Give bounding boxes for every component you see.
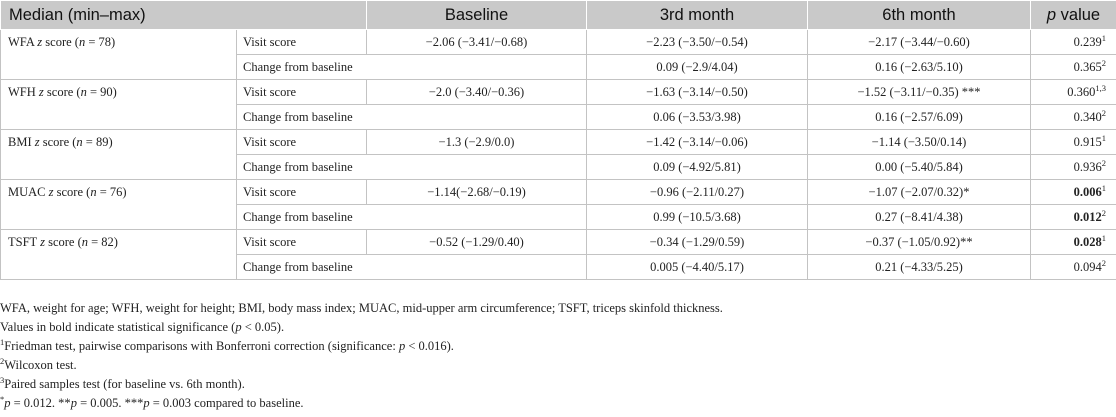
- measure-name: WFA: [8, 35, 38, 49]
- cell-p-value: [1031, 180, 1116, 205]
- row-type-visit: Visit score: [237, 180, 367, 205]
- p-value-footnote: 1: [1101, 132, 1106, 143]
- row-type-change: Change from baseline: [237, 55, 587, 80]
- measure-label: [1, 130, 237, 180]
- cell-3rd-month: −2.23 (−3.50/−0.54): [587, 30, 808, 55]
- cell-6th-month: 0.00 (−5.40/5.84): [808, 155, 1031, 180]
- footnote-sig-p1: p: [4, 396, 11, 410]
- table-body: [1, 30, 1116, 280]
- cell-6th-month: −1.14 (−3.50/0.14): [808, 130, 1031, 155]
- measure-name: WFH: [8, 85, 39, 99]
- measure-score: score (: [44, 235, 82, 249]
- measure-z: z: [40, 235, 45, 249]
- cell-p-value: [1031, 130, 1116, 155]
- p-value-footnote: 1: [1101, 32, 1106, 43]
- row-type-change: Change from baseline: [237, 205, 587, 230]
- cell-baseline: −2.0 (−3.40/−0.36): [367, 80, 587, 105]
- row-type-change: Change from baseline: [237, 105, 587, 130]
- header-p-italic: p: [1046, 5, 1057, 24]
- cell-6th-month: −0.37 (−1.05/0.92)**: [808, 230, 1031, 255]
- footnote-1-text: Friedman test, pairwise comparisons with Bonferroni correction (significance:: [4, 339, 399, 353]
- cell-3rd-month: 0.09 (−2.9/4.04): [587, 55, 808, 80]
- footnotes: [0, 299, 1110, 413]
- cell-3rd-month: −0.34 (−1.29/0.59): [587, 230, 808, 255]
- footnote-1: [0, 337, 1110, 356]
- table-row-visit: [1, 230, 1116, 255]
- measure-name: TSFT: [8, 235, 41, 249]
- footnote-3: [0, 375, 1110, 394]
- cell-baseline: −2.06 (−3.41/−0.68): [367, 30, 587, 55]
- footnote-sig-t3: = 0.003 compared to baseline.: [149, 396, 304, 410]
- table-row-visit: [1, 130, 1116, 155]
- p-value-number: 0.239: [1073, 34, 1102, 49]
- measure-score: score (: [39, 135, 77, 149]
- row-type-change: Change from baseline: [237, 155, 587, 180]
- measure-name: BMI: [8, 135, 35, 149]
- cell-p-value: [1031, 80, 1116, 105]
- cell-3rd-month: 0.06 (−3.53/3.98): [587, 105, 808, 130]
- footnote-2-text: Wilcoxon test.: [4, 358, 77, 372]
- row-type-visit: Visit score: [237, 230, 367, 255]
- footnote-sig-p3: p: [143, 396, 150, 410]
- measure-z: z: [48, 185, 54, 199]
- footnote-bold-p: p: [235, 320, 242, 334]
- header-3rd-month: 3rd month: [587, 1, 808, 30]
- header-measure: Median (min–max): [1, 1, 367, 30]
- measure-label: [1, 180, 237, 230]
- p-value-number: 0.360: [1067, 84, 1096, 99]
- footnote-1-p: p: [398, 339, 406, 353]
- measure-name: MUAC: [8, 185, 49, 199]
- measure-z: z: [38, 85, 44, 99]
- cell-p-value: [1031, 30, 1116, 55]
- p-value-footnote: 2: [1101, 107, 1106, 118]
- cell-6th-month: −2.17 (−3.44/−0.60): [808, 30, 1031, 55]
- p-value-footnote: 1: [1101, 182, 1106, 193]
- p-value-footnote: 2: [1101, 257, 1106, 268]
- measure-score: score (: [53, 185, 91, 199]
- cell-3rd-month: −1.63 (−3.14/−0.50): [587, 80, 808, 105]
- cell-3rd-month: 0.09 (−4.92/5.81): [587, 155, 808, 180]
- cell-6th-month: 0.21 (−4.33/5.25): [808, 255, 1031, 280]
- row-type-change: Change from baseline: [237, 255, 587, 280]
- p-value-number: 0.340: [1073, 109, 1102, 124]
- p-value-footnote: 2: [1101, 57, 1106, 68]
- cell-baseline: −0.52 (−1.29/0.40): [367, 230, 587, 255]
- table-header: [1, 1, 1116, 30]
- row-type-visit: Visit score: [237, 80, 367, 105]
- table-row-visit: [1, 30, 1116, 55]
- cell-6th-month: −1.07 (−2.07/0.32)*: [808, 180, 1031, 205]
- cell-3rd-month: −1.42 (−3.14/−0.06): [587, 130, 808, 155]
- footnote-sig-t1: = 0.012. **: [10, 396, 71, 410]
- p-value-number: 0.028: [1073, 234, 1102, 249]
- measure-n: n: [76, 135, 83, 149]
- cell-6th-month: 0.16 (−2.57/6.09): [808, 105, 1031, 130]
- p-value-number: 0.094: [1073, 259, 1102, 274]
- header-baseline: Baseline: [367, 1, 587, 30]
- measure-count: = 78): [85, 35, 116, 49]
- footnote-sig-p2: p: [70, 396, 77, 410]
- measure-score: score (: [43, 85, 81, 99]
- measure-n: n: [78, 35, 86, 49]
- footnote-3-marker: 3: [0, 374, 5, 385]
- header-p-rest: value: [1056, 5, 1101, 24]
- footnote-sig-t2: = 0.005. ***: [76, 396, 144, 410]
- footnote-abbreviations: WFA, weight for age; WFH, weight for height; BMI, body mass index; MUAC, mid-upper arm circumference; TSFT, triceps skinfold thickness.: [0, 301, 723, 315]
- footnote-1-marker: 1: [0, 336, 5, 347]
- footnote-2-marker: 2: [0, 355, 5, 366]
- row-type-visit: Visit score: [237, 30, 367, 55]
- table-row-visit: [1, 80, 1116, 105]
- header-row: [1, 1, 1116, 30]
- measure-count: = 82): [88, 235, 118, 249]
- cell-p-value: [1031, 205, 1116, 230]
- cell-3rd-month: −0.96 (−2.11/0.27): [587, 180, 808, 205]
- measure-count: = 89): [82, 135, 113, 149]
- cell-baseline: −1.14(−2.68/−0.19): [367, 180, 587, 205]
- measure-z: z: [37, 35, 43, 49]
- p-value-number: 0.936: [1073, 159, 1102, 174]
- p-value-footnote: 1,3: [1095, 82, 1106, 93]
- p-value-footnote: 2: [1101, 207, 1106, 218]
- measure-label: [1, 230, 237, 280]
- p-value-footnote: 1: [1101, 232, 1106, 243]
- cell-p-value: [1031, 255, 1116, 280]
- p-value-number: 0.365: [1073, 59, 1102, 74]
- footnote-sig-star: *: [0, 393, 5, 404]
- measure-label: [1, 80, 237, 130]
- measure-label: [1, 30, 237, 80]
- footnote-2: [0, 356, 1110, 375]
- p-value-footnote: 2: [1101, 157, 1106, 168]
- cell-3rd-month: 0.99 (−10.5/3.68): [587, 205, 808, 230]
- table-row-visit: [1, 180, 1116, 205]
- measure-n: n: [90, 185, 97, 199]
- cell-baseline: −1.3 (−2.9/0.0): [367, 130, 587, 155]
- footnote-1-end: < 0.016).: [405, 339, 454, 353]
- cell-6th-month: 0.16 (−2.63/5.10): [808, 55, 1031, 80]
- header-p-value: [1031, 1, 1116, 30]
- footnote-bold-end: < 0.05).: [241, 320, 285, 334]
- cell-p-value: [1031, 230, 1116, 255]
- row-type-visit: Visit score: [237, 130, 367, 155]
- header-6th-month: 6th month: [808, 1, 1031, 30]
- measure-score: score (: [42, 35, 79, 49]
- footnote-bold-text: Values in bold indicate statistical significance (: [0, 320, 236, 334]
- p-value-number: 0.006: [1073, 184, 1102, 199]
- measure-n: n: [81, 235, 88, 249]
- footnote-significance: [0, 394, 1110, 413]
- p-value-number: 0.012: [1073, 209, 1102, 224]
- measure-count: = 90): [86, 85, 117, 99]
- cell-p-value: [1031, 155, 1116, 180]
- p-value-number: 0.915: [1073, 134, 1102, 149]
- cell-6th-month: −1.52 (−3.11/−0.35) ***: [808, 80, 1031, 105]
- measure-n: n: [80, 85, 87, 99]
- cell-p-value: [1031, 55, 1116, 80]
- cell-6th-month: 0.27 (−8.41/4.38): [808, 205, 1031, 230]
- footnote-3-text: Paired samples test (for baseline vs. 6th month).: [4, 377, 245, 391]
- measure-z: z: [34, 135, 40, 149]
- cell-3rd-month: 0.005 (−4.40/5.17): [587, 255, 808, 280]
- measure-count: = 76): [96, 185, 127, 199]
- cell-p-value: [1031, 105, 1116, 130]
- footnote-bold: [0, 318, 1110, 337]
